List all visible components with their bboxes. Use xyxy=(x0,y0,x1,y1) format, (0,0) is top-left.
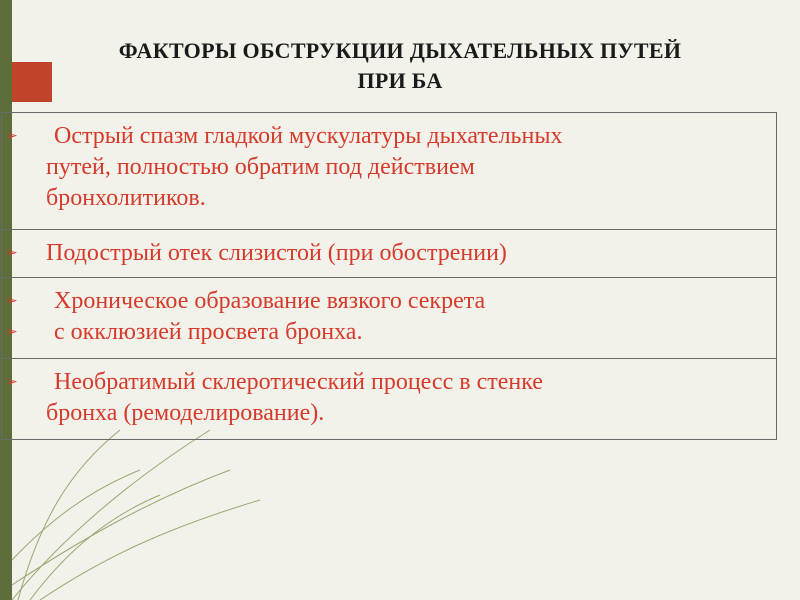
table-cell xyxy=(2,359,777,440)
row-3-line-2 xyxy=(6,317,776,348)
row-1-line-3: бронхолитиков. xyxy=(46,185,206,211)
row-4-line-2: бронха (ремоделирование). xyxy=(46,400,325,426)
row-text: Острый спазм гладкой мускулатуры дыхательных xyxy=(54,123,563,149)
table-row xyxy=(2,230,777,278)
row-text: с окклюзией просвета бронха. xyxy=(54,319,363,345)
table-cell xyxy=(2,230,777,278)
title-line-2: ПРИ БА xyxy=(357,68,443,93)
factors-table xyxy=(1,112,777,440)
title-line-1: ФАКТОРЫ ОБСТРУКЦИИ ДЫХАТЕЛЬНЫХ ПУТЕЙ xyxy=(118,38,682,63)
slide-title xyxy=(50,36,750,96)
table-cell xyxy=(2,278,777,359)
row-text: Необратимый склеротический процесс в стенке xyxy=(54,369,543,395)
row-3-line-1 xyxy=(6,286,776,317)
row-1-line-1 xyxy=(6,121,776,152)
arrow-bullet-icon: ➢ xyxy=(6,324,18,340)
row-4-line-1 xyxy=(6,367,776,398)
table-cell xyxy=(2,113,777,230)
arrow-bullet-icon: ➢ xyxy=(6,374,18,390)
table-row xyxy=(2,359,777,440)
table-row xyxy=(2,113,777,230)
arrow-bullet-icon: ➢ xyxy=(6,128,18,144)
table-row xyxy=(2,278,777,359)
arrow-bullet-icon: ➢ xyxy=(6,245,18,261)
arrow-bullet-icon: ➢ xyxy=(6,293,18,309)
row-text: Подострый отек слизистой (при обострении) xyxy=(46,240,507,266)
row-text: Хроническое образование вязкого секрета xyxy=(54,288,486,314)
row-1-line-2: путей, полностью обратим под действием xyxy=(46,154,475,180)
row-2-line-1 xyxy=(6,238,776,269)
